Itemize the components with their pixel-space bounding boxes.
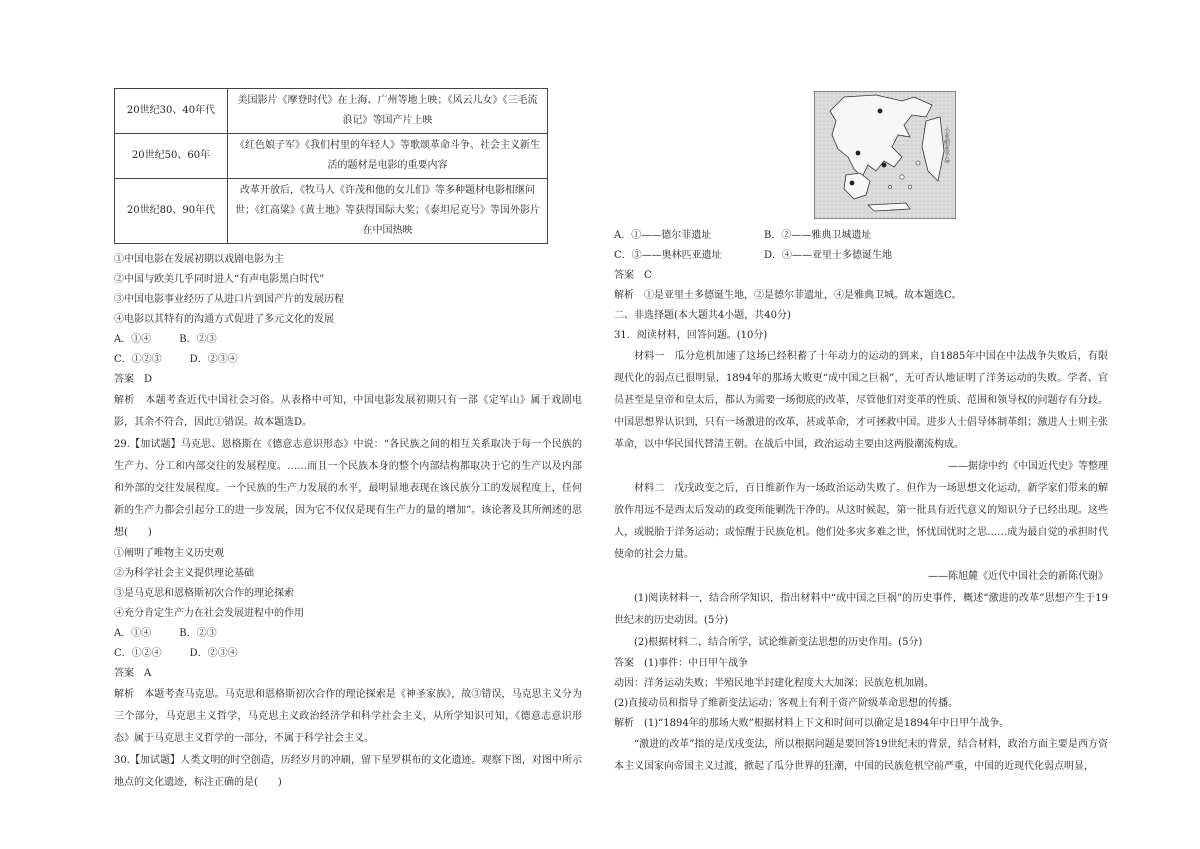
q28-option-b: B．②③ (179, 334, 217, 345)
q29-option-b: B．②③ (179, 628, 217, 639)
greece-map (814, 91, 956, 219)
q29-options-ab (114, 624, 582, 644)
q29-options-cd (114, 644, 582, 664)
q30-stem: 30.【加试题】人类文明的时空创造，历经岁月的冲刷，留下星罗棋布的文化遗迹。观察下图，对图中所示地点的文化遗迹，标注正确的是( ) (114, 755, 582, 788)
q28-option-c: C．①②③ (114, 354, 162, 365)
table-cell-era: 20世纪80、90年代 (115, 179, 228, 244)
question-30-stem-block (114, 750, 582, 794)
q28-option-a: A．①④ (114, 334, 152, 345)
question-29 (114, 434, 582, 750)
site-marker (856, 151, 861, 156)
q28-analysis: 解析 本题考查近代中国社会习俗。从表格中可知，中国电影发展初期只有一部《定军山》属于戏剧电影，其余不符合，因此①错误。故本题选D。 (114, 395, 582, 428)
table-cell-desc: 《红色娘子军》《我们村里的年轻人》等歌颂革命斗争、社会主义新生活的题材是电影的重要内容 (228, 134, 548, 179)
q31-answer-1: 答案 (1)事件：中日甲午战争 (614, 658, 749, 669)
q31-sub-1: (1)阅读材料一，结合所学知识，指出材料中“成中国之巨祸”的历史事件，概述“激进的改革”思想产生于19世纪末的历史动因。(5分) (614, 593, 1108, 626)
q31-material-1: 材料一 瓜分危机加速了这场已经积蓄了十年动力的运动的到来，自1885年中国在中法战争失败后，有限现代化的弱点已很明显，1894年的那场大败更“成中国之巨祸”，无可否认地证明了洋务运动的失败。学者、官员甚至是皇帝和皇太后，都认为需要一场彻底的改革，尽管他们对变革的性质、范围和领导权的问题存有分歧。中国思想界认识到，只有一场激进的改革，甚或革命，才可拯救中国。进步人士倡导体制革组；激进人士则主张革命，以中华民国代替清王朝。在战后中国，政治运动主要由这两股潮流构成。 (614, 351, 1108, 450)
site-marker (850, 181, 855, 186)
q29-item: ①阐明了唯物主义历史观 (114, 548, 224, 559)
q29-item: ③是马克思和恩格斯初次合作的理论探索 (114, 588, 294, 599)
table-row (115, 89, 548, 134)
q29-option-d: D．②③④ (189, 648, 238, 659)
right-column (614, 226, 1108, 778)
q29-item: ④充分肯定生产力在社会发展进程中的作用 (114, 608, 304, 619)
q30-answer: 答案 C (614, 270, 652, 281)
q30-options-ab (614, 226, 1108, 246)
q31-stem: 31．阅读材料，回答问题。(10分) (614, 330, 768, 341)
q29-analysis: 解析 本题考查马克思。马克思和恩格斯初次合作的理论探索是《神圣家族》，故③错误，马克思主义分为三个部分，马克思主义哲学，马克思主义政治经济学和科学社会主义，从所学知识可知，《德意志意识形态》属于马克思主义哲学的一部分，不属于科学社会主义。 (114, 689, 582, 744)
q31-source-2: ——陈旭麓《近代中国社会的新陈代谢》 (928, 571, 1108, 582)
q28-item: ②中国与欧美几乎同时进人“有声电影黑白时代” (114, 274, 325, 285)
q31-answer-3: (2)直接动员和指导了维新变法运动；客观上有利于资产阶级革命思想的传播。 (614, 698, 959, 709)
q31-source-1: ——据徐中约《中国近代史》等整理 (948, 461, 1108, 472)
map-graphic (814, 91, 956, 219)
q28-item: ③中国电影事业经历了从进口片到国产片的发展历程 (114, 294, 344, 305)
q28-options-cd (114, 350, 582, 370)
q30-option-d: D．④——亚里士多德诞生地 (764, 250, 893, 261)
q29-option-a: A．①④ (114, 628, 152, 639)
q28-options-ab (114, 330, 582, 350)
q31-analysis-1: 解析 (1)“1894年的那场大败”根据材料上下文和时间可以确定是1894年中日甲午战争。 (614, 718, 1010, 729)
q31-answer-2: 动因：洋务运动失败；半殖民地半封建化程度大大加深；民族危机加剧。 (614, 678, 934, 689)
section-2 (614, 306, 1108, 778)
q29-stem: 29.【加试题】马克思、恩格斯在《德意志意识形态》中说：“各民族之间的相互关系取决于每一个民族的生产力、分工和内部交往的发展程度。……而且一个民族本身的整个内部结构都取决于它的生产以及内部和外部的交往发展程度。一个民族的生产力发展的水平，最明显地表现在该民族分工的发展程度上，任何新的生产力都会引起分工的进一步发展，因为它不仅仅是现有生产力的量的增加”。该论著及其所阐述的思想( ) (114, 439, 582, 538)
q31-sub-2: (2)根据材料二，结合所学，试论维新变法思想的历史作用。(5分) (634, 637, 923, 648)
q30-options-cd (614, 246, 1108, 266)
film-history-table (114, 88, 548, 244)
site-marker (882, 163, 887, 168)
q28-item: ④电影以其特有的沟通方式促进了多元文化的发展 (114, 314, 334, 325)
q28-option-d: D．②③④ (189, 354, 238, 365)
map-region-label: 小亚细亚半岛 (942, 127, 950, 163)
q30-option-b: B．②——雅典卫城遗址 (764, 230, 872, 241)
q29-item: ②为科学社会主义提供理论基础 (114, 568, 254, 579)
q30-option-a: A．①——德尔菲遗址 (614, 230, 712, 241)
left-column (114, 88, 582, 794)
q29-answer: 答案 A (114, 668, 152, 679)
table-cell-era: 20世纪30、40年代 (115, 89, 228, 134)
section-2-title: 二、非选择题(本大题共4小题，共40分) (614, 310, 791, 321)
q30-option-c: C．③——奥林匹亚遗址 (614, 250, 722, 261)
q28-answer: 答案 D (114, 374, 153, 385)
q29-option-c: C．①②④ (114, 648, 162, 659)
table-row (115, 134, 548, 179)
table-cell-desc: 美国影片《摩登时代》在上海、广州等地上映；《风云儿女》《三毛流浪记》等国产片上映 (228, 89, 548, 134)
table-cell-desc: 改革开放后，《牧马人《许茂和他的女儿们》等多种题材电影相继问世；《红高粱》《黄土地》等获得国际大奖；《泰坦尼克号》等国外影片在中国热映 (228, 179, 548, 244)
q31-analysis-2: “激进的改革”指的是戊戌变法，所以根据问题是要回答19世纪末的背景，结合材料，政治方面主要是西方资本主义国家向帝国主义过渡，掀起了瓜分世界的狂潮，中国的民族危机空前严重，中国的近现代化弱点明显， (614, 739, 1108, 772)
q30-analysis: 解析 ①是亚里士多德诞生地，②是德尔菲遗址，④是雅典卫城。故本题选C。 (614, 290, 962, 301)
question-28 (114, 250, 582, 434)
q31-material-2: 材料二 戊戌政变之后，百日维新作为一场政治运动失败了。但作为一场思想文化运动，新学家们带来的解放作用远不是西太后发动的政变所能剿洗干净的。从这时候起，第一批具有近代意义的知识分子已经出现。这些人，或脱胎于洋务运动；或惊醒于民族危机。他们处多灾多难之世，怀忧国忧时之思……成为最自觉的承担时代使命的社会力量。 (614, 483, 1108, 560)
question-30-options (614, 226, 1108, 306)
site-marker (878, 109, 883, 114)
table-cell-era: 20世纪50、60年 (115, 134, 228, 179)
table-row (115, 179, 548, 244)
q28-item: ①中国电影在发展初期以戏剧电影为主 (114, 254, 284, 265)
